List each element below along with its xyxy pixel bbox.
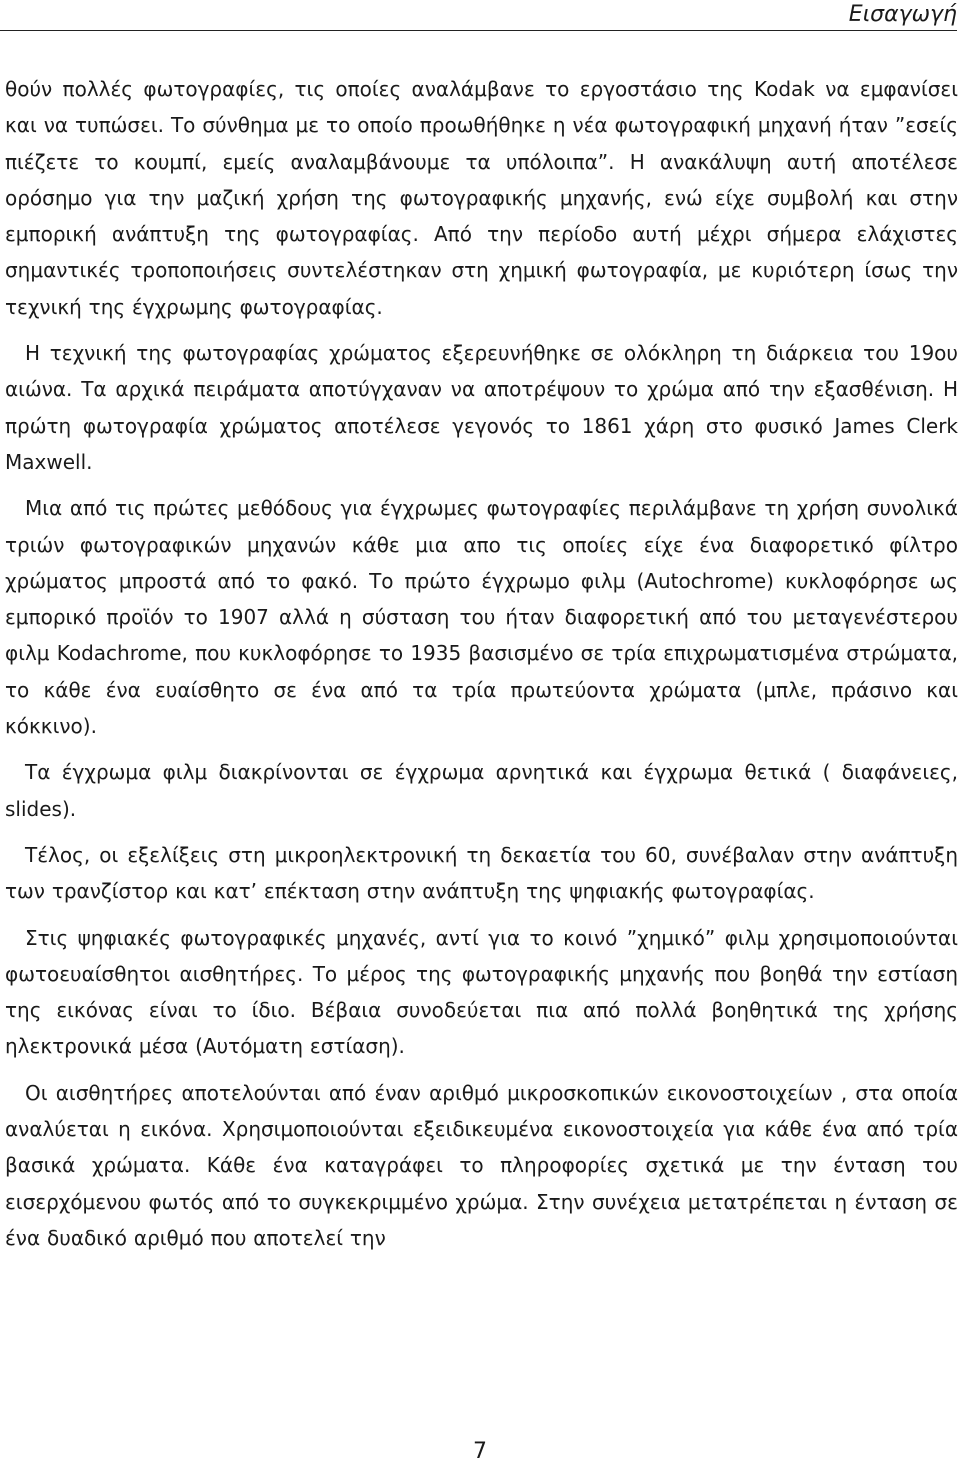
paragraph: Τα έγχρωμα φιλμ διακρίνονται σε έγχρωμα αρνητικά και έγχρωμα θετικά ( διαφάνειες, slides). — [5, 760, 958, 821]
running-header — [0, 0, 957, 31]
paragraph: Οι αισθητήρες αποτελούνται από έναν αριθμό μικροσκοπικών εικονοστοιχείων , στα οποία αναλύεται η εικόνα. Χρησιμοποιούνται εξειδικευμένα εικονοστοιχεία για κάθε ένα από τρία βασικά χρώματα. Κάθε ένα καταγράφει το πληροφορίες σχετικά με την ένταση του εισερχόμενου φωτός από το συγκεκριμμένο χρώμα. Στην συνέχεια μετατρέπεται η ένταση σε ένα δυαδικό αριθμό που αποτελεί την — [5, 1080, 958, 1250]
page-body — [5, 71, 958, 1266]
paragraph: Στις ψηφιακές φωτογραφικές μηχανές, αντί για το κοινό ”χημικό” φιλμ χρησιμοποιούνται φωτοευαίσθητοι αισθητήρες. Το μέρος της φωτογραφικής μηχανής που βοηθά την εστίαση της εικόνας είναι το ίδιο. Βέβαια συνοδεύεται πια από πολλά βοηθητικά της χρήσης ηλεκτρονικά μέσα (Αυτόματη εστίαση). — [5, 925, 958, 1059]
paragraph: Τέλος, οι εξελίξεις στη μικροηλεκτρονική τη δεκαετία του 60, συνέβαλαν στην ανάπτυξη των τρανζίστορ και κατ’ επέκταση στην ανάπτυξη της ψηφιακής φωτογραφίας. — [5, 842, 958, 904]
page-number: 7 — [473, 1439, 487, 1464]
paragraph: Μια από τις πρώτες μεθόδους για έγχρωμες φωτογραφίες περιλάμβανε τη χρήση συνολικά τριών φωτογραφικών μηχανών κάθε μια απο τις οποίες είχε ένα διαφορετικό φίλτρο χρώματος μπροστά από το φακό. Το πρώτο έγχρωμο φιλμ (Autochrome) κυκλοφόρησε ως εμπορικό προϊόν το 1907 αλλά η σύσταση του ήταν διαφορετική από του μεταγενέστερου φιλμ Kodachrome, που κυκλοφόρησε το 1935 βασισμένο σε τρία επιχρωματισμένα στρώματα, το κάθε ένα ευαίσθητο σε ένα από τα τρία πρωτεύοντα χρώματα (μπλε, πράσινο και κόκκινο). — [5, 496, 958, 739]
paragraph-continuation: θούν πολλές φωτογραφίες, τις οποίες αναλάμβανε το εργοστάσιο της Kodak να εμφανίσει και να τυπώσει. Το σύνθημα με το οποίο προωθήθηκε η νέα φωτογραφική μηχανή ήταν ”εσείς πιέζετε το κουμπί, εμείς αναλαμβάνουμε τα υπόλοιπα”. Η ανακάλυψη αυτή αποτέλεσε ορόσημο για την μαζική χρήση της φωτογραφικής μηχανής, ενώ είχε συμβολή και στην εμπορική ανάπτυξη της φωτογραφίας. Από την περίοδο αυτή μέχρι σήμερα ελάχιστες σημαντικές τροποποιήσεις συντελέστηκαν στη χημική φωτογραφία, με κυριότερη ίσως την τεχνική της έγχρωμης φωτογραφίας. — [5, 77, 958, 319]
paragraph: Η τεχνική της φωτογραφίας χρώματος εξερευνήθηκε σε ολόκληρη τη διάρκεια του 19ου αιώνα. Τα αρχικά πειράματα αποτύγχαναν να αποτρέψουν το χρώμα από την εξασθένιση. Η πρώτη φωτογραφία χρώματος αποτέλεσε γεγονός το 1861 χάρη στο φυσικό James Clerk Maxwell. — [5, 341, 958, 474]
chapter-title: Εισαγωγή — [848, 2, 957, 27]
